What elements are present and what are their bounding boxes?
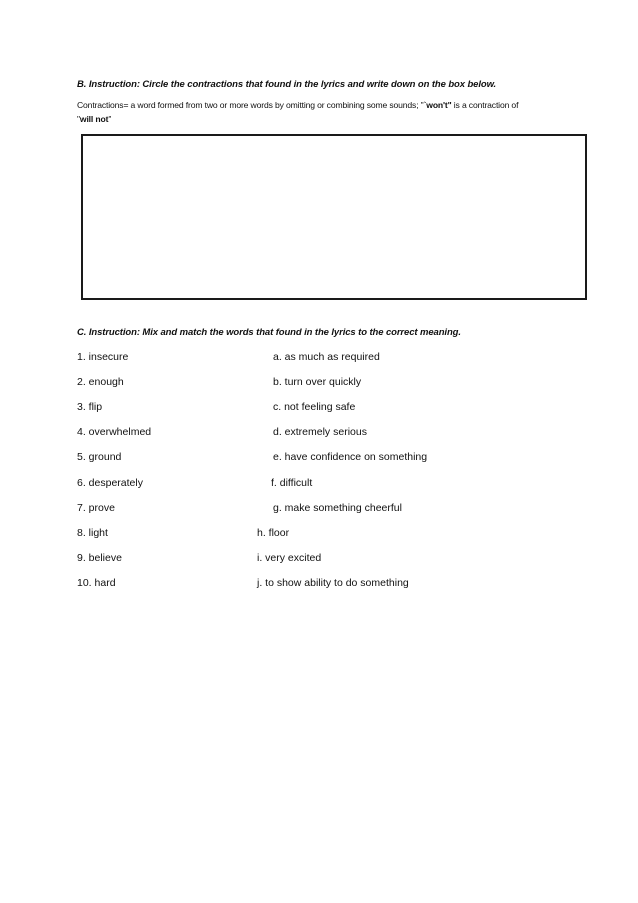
match-meaning: j. to show ability to do something — [257, 577, 409, 589]
match-word: 8. light — [77, 527, 108, 539]
match-meaning: g. make something cheerful — [273, 502, 402, 514]
definition-open-quote: " — [77, 114, 80, 124]
definition-example-contraction: `won't" — [423, 100, 452, 110]
match-row — [77, 527, 597, 541]
match-row — [77, 426, 597, 440]
match-word: 2. enough — [77, 376, 124, 388]
match-row — [77, 376, 597, 390]
match-word: 10. hard — [77, 577, 116, 589]
contractions-answer-box[interactable] — [81, 134, 587, 300]
match-word: 4. overwhelmed — [77, 426, 152, 438]
contraction-definition-line1 — [77, 100, 518, 110]
definition-text-continued: is a contraction of — [451, 100, 519, 110]
match-meaning: f. difficult — [271, 477, 313, 489]
section-b-heading: B. Instruction: Circle the contractions that found in the lyrics and write down on the box below. — [77, 79, 497, 90]
definition-close-quote: '' — [108, 114, 112, 124]
match-meaning: b. turn over quickly — [273, 376, 362, 388]
match-row — [77, 451, 597, 465]
match-word: 7. prove — [77, 502, 115, 514]
match-meaning: d. extremely serious — [273, 426, 367, 438]
match-word: 3. flip — [77, 401, 103, 413]
match-meaning: e. have confidence on something — [273, 451, 428, 463]
match-meaning: i. very excited — [257, 552, 322, 564]
section-c-heading: C. Instruction: Mix and match the words that found in the lyrics to the correct meaning. — [77, 327, 461, 338]
match-row — [77, 401, 597, 415]
match-row — [77, 351, 597, 365]
match-word: 9. believe — [77, 552, 122, 564]
match-word: 6. desperately — [77, 477, 143, 489]
definition-text: Contractions= a word formed from two or more words by omitting or combining some sounds; " — [77, 100, 424, 110]
contraction-definition-line2 — [77, 114, 111, 124]
match-meaning: c. not feeling safe — [273, 401, 356, 413]
match-meaning: h. floor — [257, 527, 290, 539]
match-row — [77, 577, 597, 591]
match-word: 1. insecure — [77, 351, 129, 363]
match-row — [77, 477, 597, 491]
match-meaning: a. as much as required — [273, 351, 380, 363]
definition-example-expansion: will not — [79, 114, 109, 124]
match-row — [77, 502, 597, 516]
match-row — [77, 552, 597, 566]
match-word: 5. ground — [77, 451, 122, 463]
